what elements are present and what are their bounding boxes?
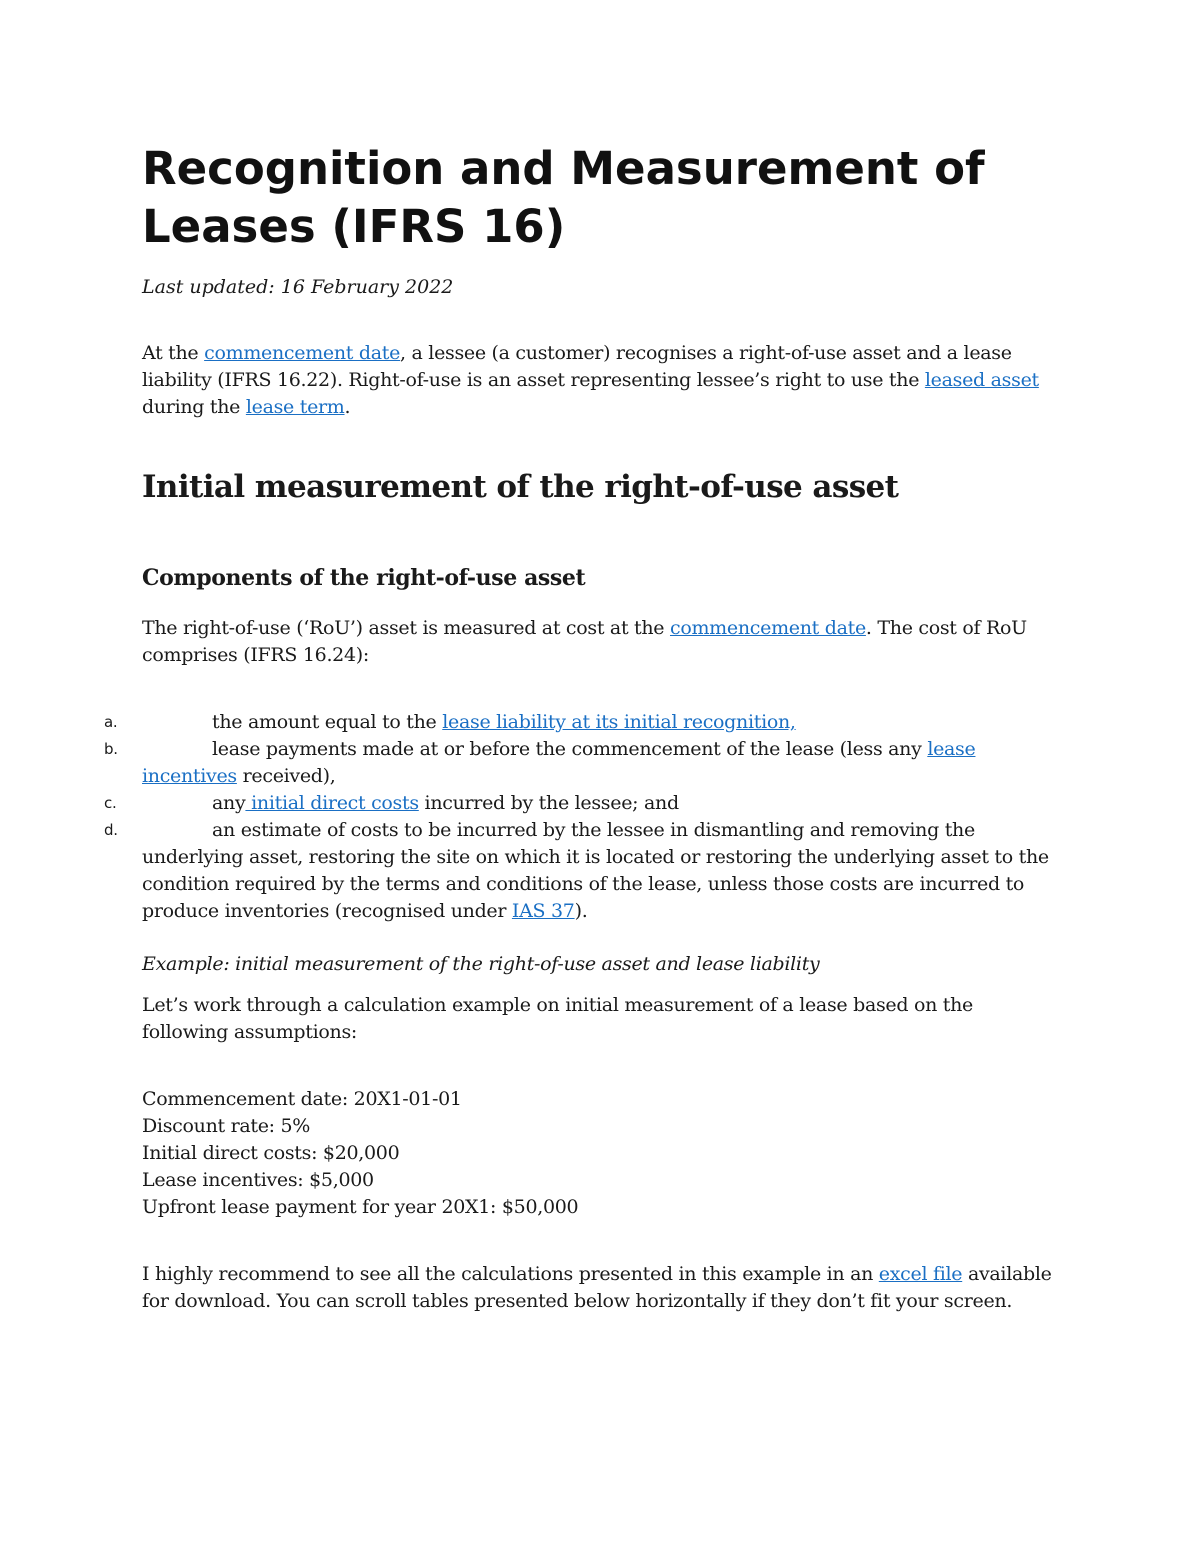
recommend-paragraph [142,1261,1062,1315]
list-marker: c. [104,794,117,812]
assumption-discount-rate: Discount rate: 5% [142,1115,311,1137]
assumption-commencement-date: Commencement date: 20X1-01-01 [142,1088,462,1110]
list-marker: a. [104,713,118,731]
recommend-text-1: I highly recommend to see all the calculations presented in this example in an [142,1263,879,1285]
list-item [104,709,1062,736]
list-item-text: ). [574,900,588,922]
last-updated: Last updated: 16 February 2022 [142,276,454,298]
intro-paragraph [142,340,1062,421]
page-title: Recognition and Measurement of Leases (IFRS 16) [142,142,985,253]
link-ias-37[interactable]: IAS 37 [511,900,575,922]
list-item-text: lease payments made at or before the commencement of the lease (less any [212,738,928,760]
list-item-text: the amount equal to the [212,711,443,733]
link-lease-term[interactable]: lease term [245,396,345,418]
intro-text-2: , a lessee (a customer) recognises a right-of-use asset and a lease liability (IFRS 16.22). Right-of-use is an asset representing lessee’s right to use the [142,342,1012,391]
link-lease-incentives[interactable]: lease incentives [142,738,976,787]
list-marker: d. [104,821,118,839]
list-item-text: received), [236,765,336,787]
list-item-text: an estimate of costs to be incurred by the lessee in dismantling and removing the underlying asset, restoring the site on which it is located or restoring the underlying asset to the condition required by the terms and conditions of the lease, unless those costs are incurred to produce inventories (recognised under [142,819,1049,922]
link-excel-file[interactable]: excel file [878,1263,963,1285]
example-title: Example: initial measurement of the right-of-use asset and lease liability [142,953,820,975]
assumption-initial-direct-costs: Initial direct costs: $20,000 [142,1142,400,1164]
example-intro: Let’s work through a calculation example on initial measurement of a lease based on the following assumptions: [142,994,973,1043]
intro-text-1: At the [142,342,205,364]
intro-text-4: . [344,396,351,418]
link-lease-liability[interactable]: lease liability at its initial recognition, [442,711,796,733]
recommend-text-2: available for download. You can scroll tables presented below horizontally if they don’t fit your screen. [142,1263,1052,1312]
list-item-text: any [212,792,246,814]
heading-initial-measurement: Initial measurement of the right-of-use asset [142,469,899,505]
assumption-upfront-payment: Upfront lease payment for year 20X1: $50,000 [142,1196,579,1218]
link-commencement-date-2[interactable]: commencement date [669,617,866,639]
heading-components: Components of the right-of-use asset [142,565,586,591]
link-initial-direct-costs[interactable]: initial direct costs [245,792,419,814]
list-item [104,790,1062,817]
rou-intro-text-1: The right-of-use (‘RoU’) asset is measured at cost at the [142,617,670,639]
list-item [104,817,1062,925]
rou-intro-text-2: . The cost of RoU comprises (IFRS 16.24): [142,617,1027,666]
link-leased-asset[interactable]: leased asset [924,369,1039,391]
assumption-lease-incentives: Lease incentives: $5,000 [142,1169,374,1191]
link-commencement-date[interactable]: commencement date [204,342,401,364]
components-list [104,709,1062,925]
list-marker: b. [104,740,118,758]
assumptions-list [142,1086,1062,1221]
rou-intro-paragraph [142,615,1062,669]
list-item [104,736,1062,790]
document-content [104,140,1062,1315]
list-item-text: incurred by the lessee; and [418,792,679,814]
intro-text-3: during the [142,396,246,418]
